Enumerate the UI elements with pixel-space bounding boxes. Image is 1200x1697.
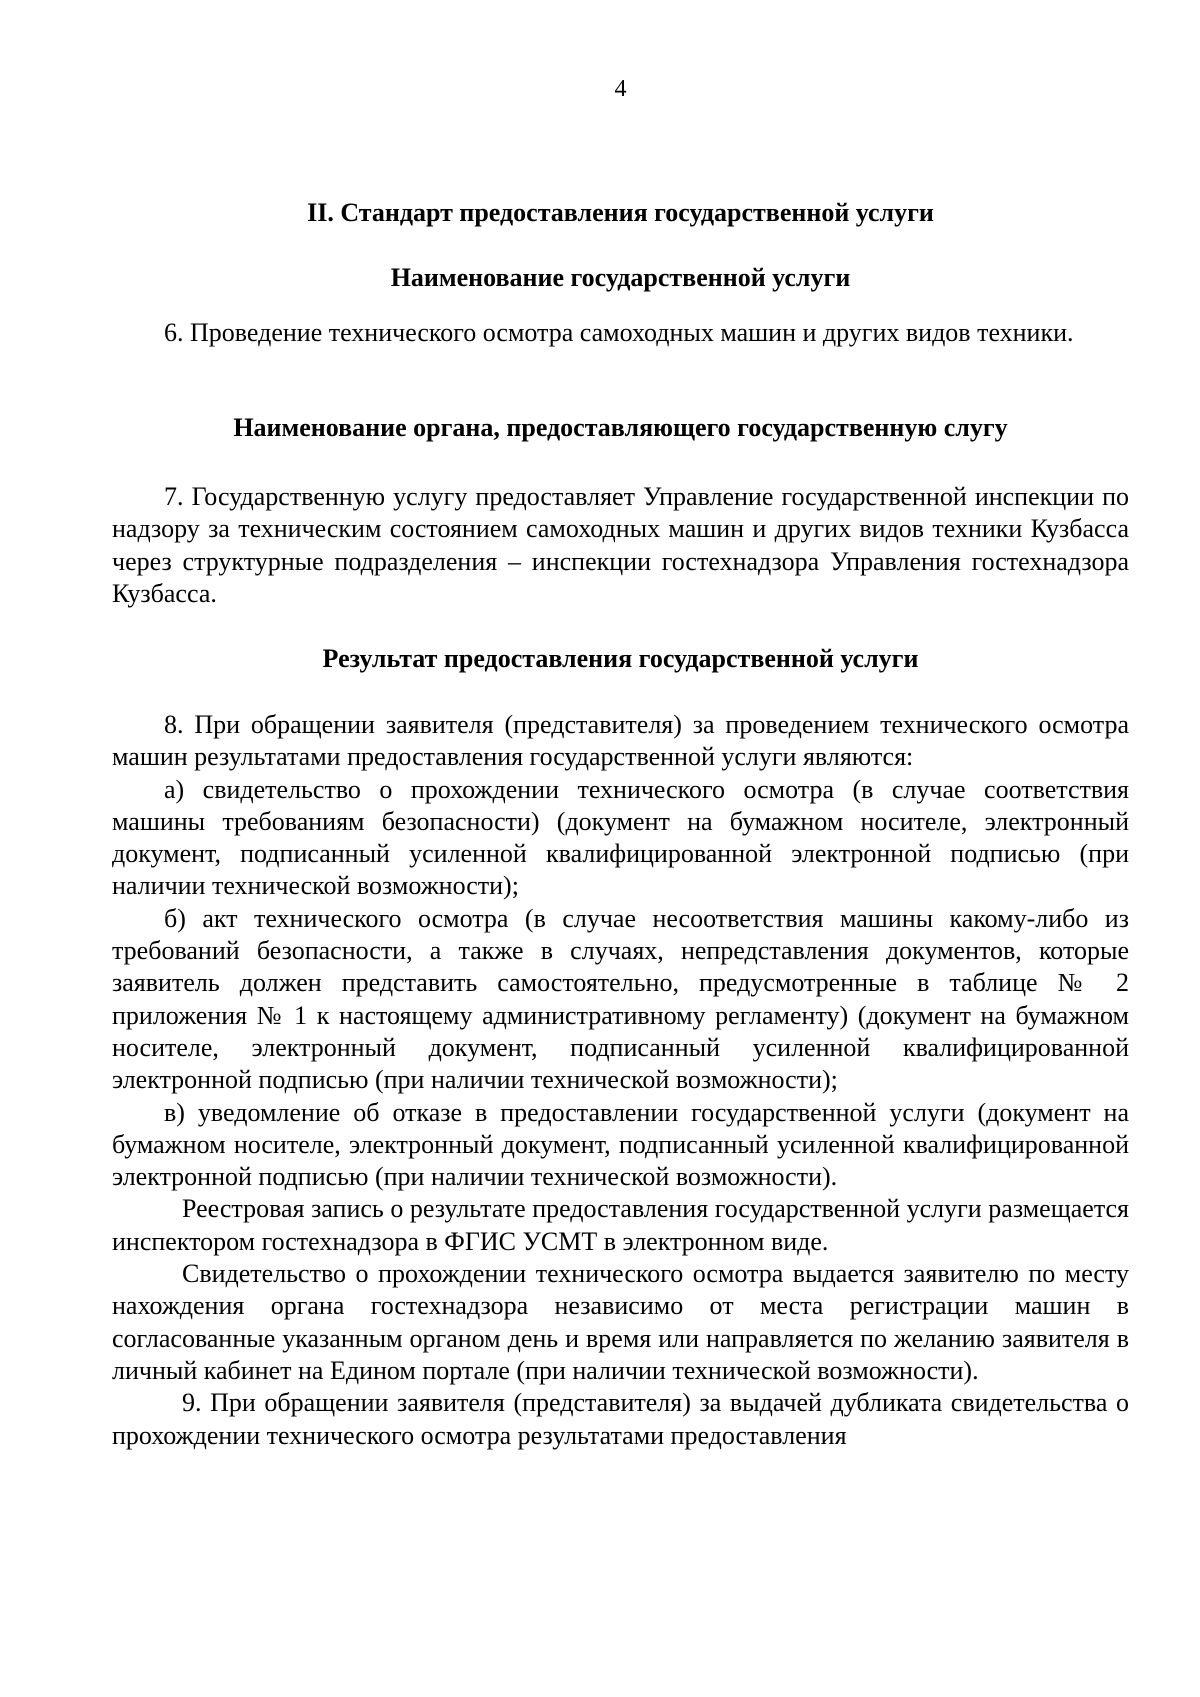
paragraph-6-block — [112, 317, 1129, 349]
registry-paragraph: Реестровая запись о результате предоставления государственной услуги размещается инспектором гостехнадзора в ФГИС УСМТ в электронном виде. — [112, 1194, 1129, 1256]
result-heading: Результат предоставления государственной услуги — [322, 644, 919, 673]
paragraph-6: 6. Проведение технического осмотра самоходных машин и других видов техники. — [164, 318, 1074, 347]
paragraph-8-item-b: б) акт технического осмотра (в случае несоответствия машины какому-либо из требований безопасности, а также в случаях, непредставления документов, которые заявитель должен представить самостоятельно, предусмотренные в таблице № 2 приложения № 1 к настоящему административному регламенту) (документ на бумажном носителе, электронный документ, подписанный усиленной квалифицированной электронной подписью (при наличии технической возможности); — [112, 903, 1129, 1095]
paragraph-8: 8. При обращении заявителя (представителя) за проведением технического осмотра машин результатами предоставления государственной услуги являются: — [112, 710, 1129, 772]
paragraph-8-item-c: в) уведомление об отказе в предоставлении государственной услуги (документ на бумажном носителе, электронный документ, подписанный усиленной квалифицированной электронной подписью (при наличии технической возможности). — [112, 1097, 1129, 1192]
page-number: 4 — [614, 76, 627, 102]
paragraph-8-block — [112, 709, 1129, 1452]
paragraph-8-item-a: а) свидетельство о прохождении технического осмотра (в случае соответствия машины требованиям безопасности) (документ на бумажном носителе, электронный документ, подписанный усиленной квалифицированной электронной подписью (при наличии технической возможности); — [112, 774, 1129, 901]
section-heading: II. Стандарт предоставления государственной услуги — [307, 198, 934, 227]
paragraph-9: 9. При обращении заявителя (представителя) за выдачей дубликата свидетельства о прохождении технического осмотра результатами предоставления — [112, 1388, 1129, 1450]
paragraph-7: 7. Государственную услугу предоставляет Управление государственной инспекции по надзору за техническим состоянием самоходных машин и других видов техники Кузбасса через структурные подразделения – инспекции гостехнадзора Управления гостехнадзора Кузбасса. — [112, 482, 1129, 608]
certificate-paragraph: Свидетельство о прохождении технического осмотра выдается заявителю по месту нахождения органа гостехнадзора независимо от места регистрации машин в согласованные указанным органом день и время или направляется по желанию заявителя в личный кабинет на Едином портале (при наличии технической возможности). — [112, 1259, 1129, 1385]
service-name-heading: Наименование государственной услуги — [390, 263, 851, 292]
paragraph-7-block — [112, 481, 1129, 610]
authority-heading: Наименование органа, предоставляющего государственную слугу — [233, 413, 1008, 442]
